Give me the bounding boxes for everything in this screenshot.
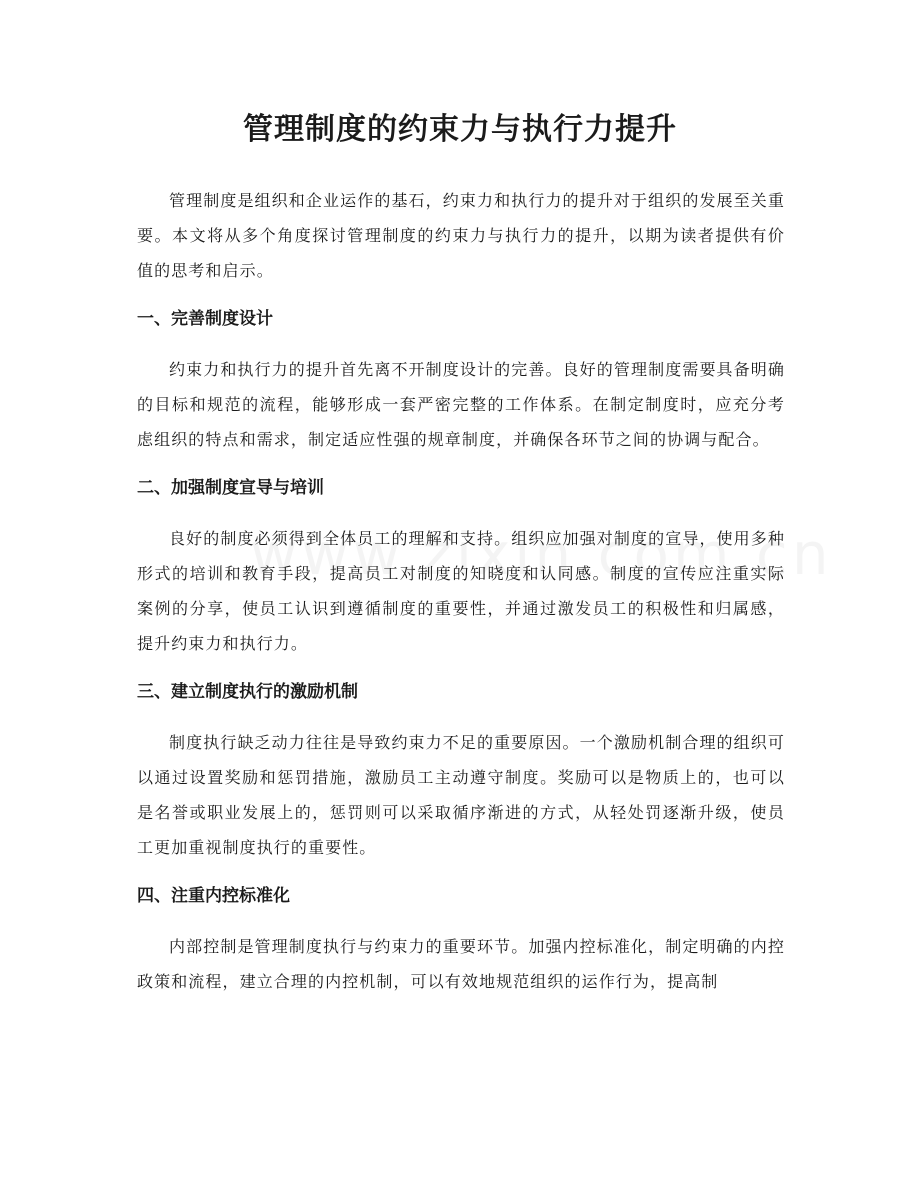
section-body-2: 良好的制度必须得到全体员工的理解和支持。组织应加强对制度的宣导，使用多种形式的培训和教育手段，提高员工对制度的知晓度和认同感。制度的宣传应注重实际案例的分享，使员工认识到遵循制度的重要性，并通过激发员工的积极性和归属感，提升约束力和执行力。: [137, 529, 785, 653]
document-title: 管理制度的约束力与执行力提升: [243, 112, 677, 147]
section-body-1: 约束力和执行力的提升首先离不开制度设计的完善。良好的管理制度需要具备明确的目标和规范的流程，能够形成一套严密完整的工作体系。在制定制度时，应充分考虑组织的特点和需求，制定适应性强的规章制度，并确保各环节之间的协调与配合。: [137, 360, 785, 449]
section-heading-2: 二、加强制度宣导与培训: [137, 478, 324, 498]
section-heading-4: 四、注重内控标准化: [137, 886, 290, 906]
section-heading-1: 一、完善制度设计: [137, 309, 273, 329]
section-body-3: 制度执行缺乏动力往往是导致约束力不足的重要原因。一个激励机制合理的组织可以通过设置奖励和惩罚措施，激励员工主动遵守制度。奖励可以是物质上的，也可以是名誉或职业发展上的，惩罚则可以采取循序渐进的方式，从轻处罚逐渐升级，使员工更加重视制度执行的重要性。: [137, 733, 785, 857]
intro-paragraph: 管理制度是组织和企业运作的基石，约束力和执行力的提升对于组织的发展至关重要。本文将从多个角度探讨管理制度的约束力与执行力的提升，以期为读者提供有价值的思考和启示。: [137, 191, 785, 280]
document-body: [137, 183, 785, 999]
section-body-4: 内部控制是管理制度执行与约束力的重要环节。加强内控标准化，制定明确的内控政策和流程，建立合理的内控机制，可以有效地规范组织的运作行为，提高制: [137, 937, 785, 991]
section-heading-3: 三、建立制度执行的激励机制: [137, 682, 358, 702]
